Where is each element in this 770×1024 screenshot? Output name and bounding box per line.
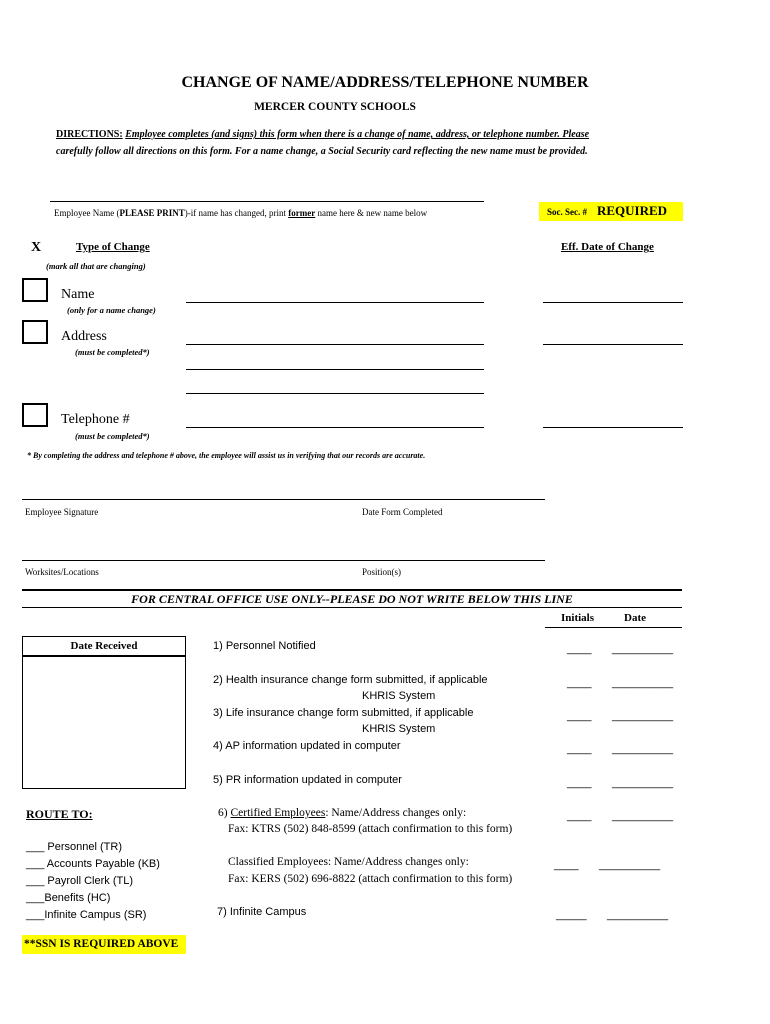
signature-line[interactable] [22,499,545,500]
initials-date-underline [545,627,682,628]
date-received-header: Date Received [23,637,185,657]
address-line-3[interactable] [186,393,484,394]
route-item-infinite-campus[interactable]: ___Infinite Campus (SR) [26,909,147,921]
route-item-personnel[interactable]: ___ Personnel (TR) [26,841,122,853]
route-item-accounts-payable[interactable]: ___ Accounts Payable (KB) [26,858,160,870]
telephone-line[interactable] [186,427,484,428]
step-pr-updated: 5) PR information updated in computer [213,774,402,786]
name-change-checkbox[interactable] [22,278,48,302]
positions-label: Position(s) [362,567,402,577]
route-to-header: ROUTE TO: [26,807,93,821]
address-line-1[interactable] [186,344,484,345]
ssn-required-notice-text: **SSN IS REQUIRED ABOVE [24,938,179,950]
worksite-line[interactable] [22,560,545,561]
initials-blank-5[interactable]: ____ [567,777,592,789]
kers-fax: Fax: KERS (502) 696-8822 (attach confirmation to this form) [228,873,513,885]
date-blank-7[interactable]: __________ [607,909,669,921]
office-use-banner: FOR CENTRAL OFFICE USE ONLY--PLEASE DO NOT WRITE BELOW THIS LINE [131,592,573,606]
route-list [26,839,160,924]
name-change-note: (only for a name change) [67,305,156,315]
office-banner-underline [22,607,682,608]
address-change-checkbox[interactable] [22,320,48,344]
ssn-required-box[interactable] [539,202,683,221]
ktrs-fax: Fax: KTRS (502) 848-8599 (attach confirmation to this form) [228,823,513,835]
step-ap-updated: 4) AP information updated in computer [213,740,401,752]
employee-signature-label: Employee Signature [25,507,99,517]
employee-name-line[interactable] [50,201,484,202]
name-eff-date-line[interactable] [543,302,683,303]
x-column-header: X [31,240,42,255]
step-certified-employees: 6) Certified Employees: Name/Address changes only: [218,807,467,819]
address-eff-date-line[interactable] [543,344,683,345]
date-completed-label: Date Form Completed [362,507,443,517]
initials-blank-classified[interactable]: ____ [554,859,579,871]
eff-date-header: Eff. Date of Change [561,241,654,253]
initials-blank-7[interactable]: _____ [556,909,587,921]
address-change-label: Address [61,329,107,344]
date-received-box[interactable] [22,636,186,789]
date-blank-2[interactable]: __________ [612,677,674,689]
route-item-payroll-clerk[interactable]: ___ Payroll Clerk (TL) [26,875,133,887]
accuracy-footnote: * By completing the address and telephone # above, the employee will assist us in verifying that our records are accurate. [27,451,426,460]
directions-label: DIRECTIONS: [56,129,123,140]
telephone-change-label: Telephone # [61,412,130,427]
initials-blank-1[interactable]: ____ [567,643,592,655]
ssn-required-notice [22,935,186,954]
date-blank-5[interactable]: __________ [612,777,674,789]
worksites-label: Worksites/Locations [25,567,99,577]
telephone-change-checkbox[interactable] [22,403,48,427]
step-personnel-notified: 1) Personnel Notified [213,640,316,652]
date-blank-6[interactable]: __________ [612,810,674,822]
name-change-label: Name [61,287,95,302]
address-line-2[interactable] [186,369,484,370]
step-life-khris: KHRIS System [362,723,436,735]
initials-header: Initials [561,612,595,624]
step-life-insurance: 3) Life insurance change form submitted, if applicable [213,707,474,719]
step-infinite-campus: 7) Infinite Campus [217,906,307,918]
mark-all-note: (mark all that are changing) [46,261,146,271]
form-title: CHANGE OF NAME/ADDRESS/TELEPHONE NUMBER [181,74,589,91]
initials-blank-3[interactable]: ____ [567,710,592,722]
directions-line-1 [56,129,589,140]
initials-blank-4[interactable]: ____ [567,743,592,755]
type-of-change-header: Type of Change [76,241,150,253]
ssn-required: REQUIRED [597,203,668,218]
classified-employees: Classified Employees: Name/Address changes only: [228,856,469,868]
route-item-benefits[interactable]: ___Benefits (HC) [26,892,111,904]
initials-blank-2[interactable]: ____ [567,677,592,689]
telephone-change-note: (must be completed*) [75,431,150,441]
employee-name-label: Employee Name (PLEASE PRINT)-if name has changed, print former name here & new name below [54,208,428,218]
address-change-note: (must be completed*) [75,347,150,357]
date-blank-1[interactable]: __________ [612,643,674,655]
ssn-label: Soc. Sec. # [547,207,587,217]
telephone-eff-date-line[interactable] [543,427,683,428]
step-health-khris: KHRIS System [362,690,436,702]
initials-blank-6[interactable]: ____ [567,810,592,822]
new-name-line[interactable] [186,302,484,303]
date-blank-4[interactable]: __________ [612,743,674,755]
office-divider [22,589,682,591]
directions-line-2: carefully follow all directions on this form. For a name change, a Social Security card reflecting the new name must be provided. [56,146,588,157]
date-blank-classified[interactable]: __________ [599,859,661,871]
org-name: MERCER COUNTY SCHOOLS [254,101,416,113]
date-blank-3[interactable]: __________ [612,710,674,722]
date-header: Date [624,612,646,624]
step-health-insurance: 2) Health insurance change form submitted, if applicable [213,674,488,686]
directions-text-1: Employee completes (and signs) this form when there is a change of name, address, or telephone number. Please [125,129,590,140]
